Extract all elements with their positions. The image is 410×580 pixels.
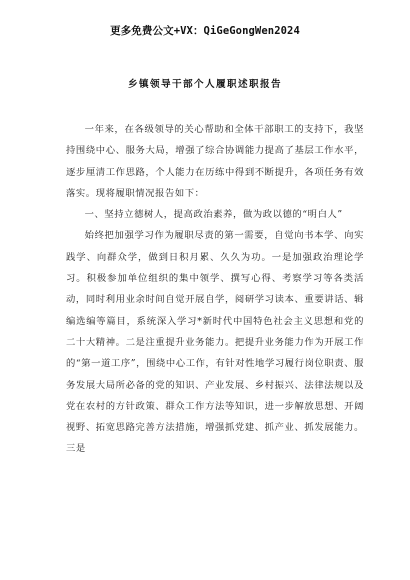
document-body bbox=[66, 119, 364, 460]
paragraph-intro: 一年来，在各级领导的关心帮助和全体干部职工的支持下，我坚持围绕中心、服务大局，增强了综合协调能力提高了基层工作水平，逐步厘清工作思路，个人能力在历练中得到不断提升，各项任务有效落实。现将履职情况报告如下： bbox=[66, 124, 364, 199]
paragraph-section-1: 始终把加强学习作为履职尽责的第一需要，自觉向书本学、向实践学、向群众学，做到日积月累、久久为功。一是加强政治理论学习。积极参加单位组织的集中领学、撰写心得、考察学习等各类活动，同时利用业余时间自觉开展自学，阅研学习读本、重要讲话、辑编选编等篇目，系统深入学习*新时代中国特色社会主义思想和党的二十大精神。二是注重提升业务能力。把提升业务能力作为开展工作的“第一道工序”，围绕中心工作，有针对性地学习履行岗位职责、服务发展大局所必备的党的知识、产业发展、乡村振兴、法律法规以及党在农村的方针政策、群众工作方法等知识，进一步解放思想、开阔视野、拓宽思路完善方法措施，增强抓党建、抓产业、抓发展能力。三是 bbox=[66, 230, 364, 455]
document-title: 乡镇领导干部个人履职述职报告 bbox=[128, 79, 282, 90]
promo-banner: 更多免费公文+VX：QiGeGongWen2024 bbox=[110, 25, 300, 37]
section-heading: 一、坚持立德树人，提高政治素养，做为政以德的“明白人” bbox=[84, 209, 343, 221]
